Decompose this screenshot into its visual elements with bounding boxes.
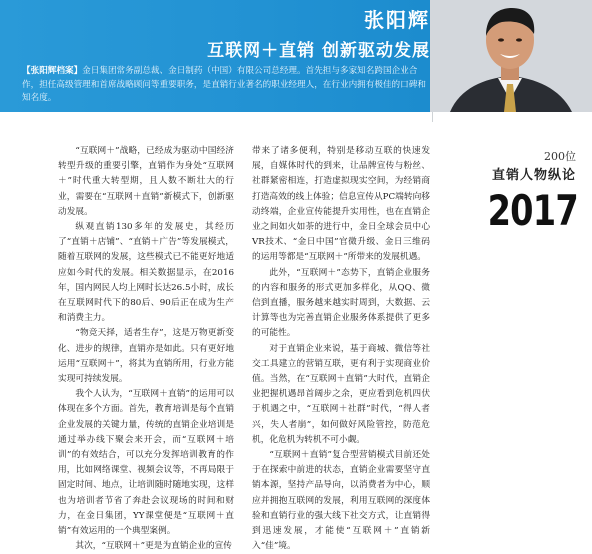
profile-intro bbox=[22, 65, 430, 106]
portrait-illustration bbox=[430, 0, 592, 112]
paragraph: 此外，“互联网＋”态势下，直销企业服务的内容和服务的形式更加多样化，从QQ、微信到直播，服务越来越实时周到，大数据、云计算等也为完善直销企业服务体系提供了更多的可能性。 bbox=[252, 267, 430, 339]
paragraph: “互联网＋直销”复合型营销模式目前还处于在探索中前进的状态，直销企业需要坚守直销本源，坚持产品导向，以消费者为中心，顺应并拥抱互联网的发展，利用互联网的深度体验和直销行业的强大线下社交方式，让直销得到迅速发展，才能使“互联网＋”直销新入“佳”境。 bbox=[252, 450, 430, 552]
article-column-left bbox=[58, 144, 234, 554]
portrait-photo bbox=[430, 0, 592, 112]
person-name: 张阳辉 bbox=[364, 8, 430, 32]
paragraph: 带来了诸多便利，特别是移动互联的快速发展，自媒体时代的到来，让品牌宣传与粉丝、社群紧密相连，打造虚拟现实空间，为经销商打造高效的线上体验；信息宣传从PC端转向移动终端，企业宣传能提升实用性，也在直销企业之间如火如荼的进行中，金日全球会员中心VR技术、“金日中国”官微升级、金日三维码的运用等都是“互联网＋”所带来的发展机遇。 bbox=[252, 146, 430, 263]
profile-text: 金日集团常务副总裁、金日制药（中国）有限公司总经理。首先担与多家知名跨国企业合作，担任高级管理和首席战略顾问等重要职务，是直销行业著名的职业经理人，在行业内拥有极佳的口碑和知名度。 bbox=[22, 66, 426, 103]
paragraph: 其次，“互联网＋”更是为直销企业的宣传 bbox=[75, 541, 232, 552]
series-count: 200位 bbox=[544, 150, 576, 163]
paragraph: “互联网＋”战略，已经成为驱动中国经济转型升级的重要引擎，直销作为身处“互联网＋”时代重大转型期，且人数不断壮大的行业，需要在“互联网＋直销”新模式下，创新驱动发展。 bbox=[58, 146, 234, 217]
paragraph: “物竞天择，适者生存”，这是万物更新变化、进步的规律，直销亦是如此。只有更好地运用“互联网＋”，将其为直销所用，行业方能实现可持续发展。 bbox=[58, 328, 234, 385]
paragraph: 对于直销企业来说，基于商城、微信等社交工具建立的营销互联，更有利于实现商业价值。当然，在“互联网＋直销”大时代，直销企业把握机遇昂首阔步之余，更应看到危机四伏于机遇之中，“互联网＋社群”时代，“得人者兴，失人者崩”，如何做好风险管控，防范危机，化危机为转机不可小觑。 bbox=[252, 343, 430, 445]
paragraph: 我个人认为，“互联网＋直销”的运用可以体现在多个方面。首先，教育培训是每个直销企业发展的关键力量，传统的直销企业培训是通过举办线下聚会来开会，而“互联网＋培训”的有效结合，可以充分发挥培训教育的作用，比如网络课堂、视频会议等，不再局限于固定时间、地点，让培训随时随地实现，这样也为培训者节省了奔赴会议现场的时间和财力，在金日集团，YY课堂便是“互联网＋直销”有效运用的一个典型案例。 bbox=[58, 389, 234, 537]
article-headline: 互联网＋直销 创新驱动发展 bbox=[207, 41, 430, 61]
profile-label: 【张阳辉档案】 bbox=[22, 66, 83, 76]
series-title: 直销人物纵论 bbox=[491, 168, 576, 183]
series-year: 2017 bbox=[487, 186, 578, 235]
column-divider bbox=[432, 112, 433, 122]
article-column-right bbox=[252, 144, 430, 554]
paragraph: 纵观直销130多年的发展史，其经历了“直销＋店铺”、“直销＋广告”等发展模式，随着互联网的发展，这些模式已不能更好地适应如今时代的发展。相关数据显示，在2016年，国内网民人均上网时长达26.5小时，成长在互联网时代下的80后、90后正在成为生产和消费主力。 bbox=[58, 222, 234, 324]
